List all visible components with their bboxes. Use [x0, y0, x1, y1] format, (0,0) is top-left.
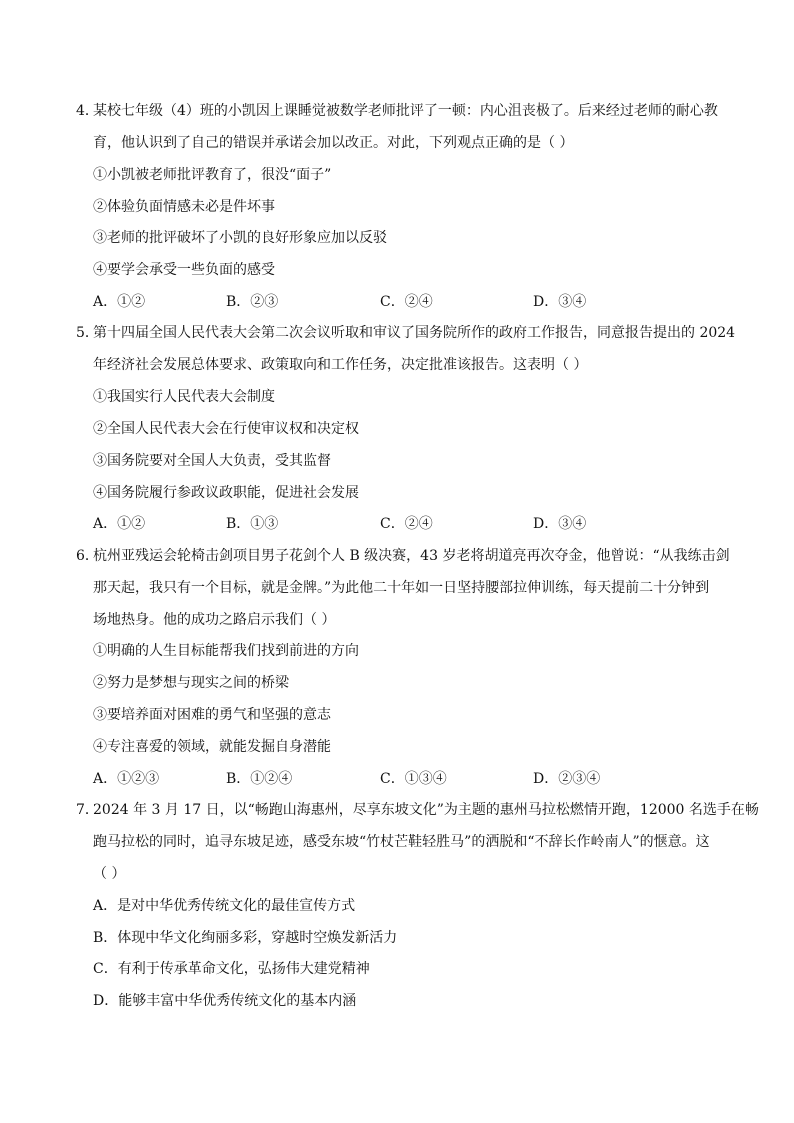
statement: ④专注喜爱的领域，就能发掘自身潜能 [93, 739, 331, 755]
option-a[interactable]: A．①② [93, 294, 146, 310]
statement: ④国务院履行参政议政职能，促进社会发展 [93, 485, 359, 501]
option-d[interactable]: D．③④ [533, 294, 587, 310]
question-number: 6． [76, 548, 99, 564]
statement: ①明确的人生目标能帮我们找到前进的方向 [93, 643, 359, 659]
question-stem-line: 某校七年级（4）班的小凯因上课睡觉被数学老师批评了一顿：内心沮丧极了。后来经过老师的耐心教 [93, 103, 718, 119]
option-c[interactable]: C．①③④ [380, 771, 447, 787]
question-stem-line: （ ） [93, 866, 126, 882]
option-b[interactable]: B．体现中华文化绚丽多彩，穿越时空焕发新活力 [93, 930, 398, 946]
statement: ②努力是梦想与现实之间的桥梁 [93, 675, 289, 691]
question-number: 7． [76, 802, 99, 818]
option-b[interactable]: B．①③ [226, 516, 279, 532]
option-a[interactable]: A．①② [93, 516, 146, 532]
statement: ③老师的批评破坏了小凯的良好形象应加以反驳 [93, 230, 387, 246]
option-d[interactable]: D．③④ [533, 516, 587, 532]
option-b[interactable]: B．②③ [226, 294, 279, 310]
option-c[interactable]: C．②④ [380, 294, 433, 310]
question-stem-line: 2024 年 3 月 17 日，以“畅跑山海惠州，尽享东坡文化”为主题的惠州马拉松燃情开跑，12000 名选手在畅 [93, 802, 759, 818]
option-a[interactable]: A．是对中华优秀传统文化的最佳宣传方式 [93, 898, 356, 914]
statement: ③国务院要对全国人大负责，受其监督 [93, 453, 331, 469]
option-d[interactable]: D．②③④ [533, 771, 601, 787]
statement: ①小凯被老师批评教育了，很没“面子” [93, 167, 332, 183]
question-stem-line: 育，他认识到了自己的错误并承诺会加以改正。对此，下列观点正确的是（ ） [93, 135, 574, 151]
statement: ①我国实行人民代表大会制度 [93, 389, 275, 405]
question-stem-line: 那天起，我只有一个目标，就是金牌。”为此他二十年如一日坚持腰部拉伸训练，每天提前二十分钟到 [93, 580, 710, 596]
statement: ②体验负面情感未必是件坏事 [93, 199, 275, 215]
question-number: 5． [76, 325, 99, 341]
statement: ④要学会承受一些负面的感受 [93, 262, 275, 278]
statement: ②全国人民代表大会在行使审议权和决定权 [93, 421, 359, 437]
option-c[interactable]: C．有利于传承革命文化，弘扬伟大建党精神 [93, 961, 370, 977]
question-number: 4． [76, 103, 99, 119]
question-stem-line: 杭州亚残运会轮椅击剑项目男子花剑个人 B 级决赛，43 岁老将胡道亮再次夺金，他曾说：“从我练击剑 [93, 548, 730, 564]
question-stem-line: 第十四届全国人民代表大会第二次会议听取和审议了国务院所作的政府工作报告，同意报告提出的 2024 [93, 325, 736, 341]
option-b[interactable]: B．①②④ [226, 771, 293, 787]
question-stem-line: 跑马拉松的同时，追寻东坡足迹，感受东坡“竹杖芒鞋轻胜马”的洒脱和“不辞长作岭南人”的惬意。这 [93, 834, 710, 850]
option-d[interactable]: D．能够丰富中华优秀传统文化的基本内涵 [93, 993, 357, 1009]
option-c[interactable]: C．②④ [380, 516, 433, 532]
question-stem-line: 场地热身。他的成功之路启示我们（ ） [93, 612, 336, 628]
question-stem-line: 年经济社会发展总体要求、政策取向和工作任务，决定批准该报告。这表明（ ） [93, 357, 588, 373]
statement: ③要培养面对困难的勇气和坚强的意志 [93, 707, 331, 723]
option-a[interactable]: A．①②③ [93, 771, 160, 787]
